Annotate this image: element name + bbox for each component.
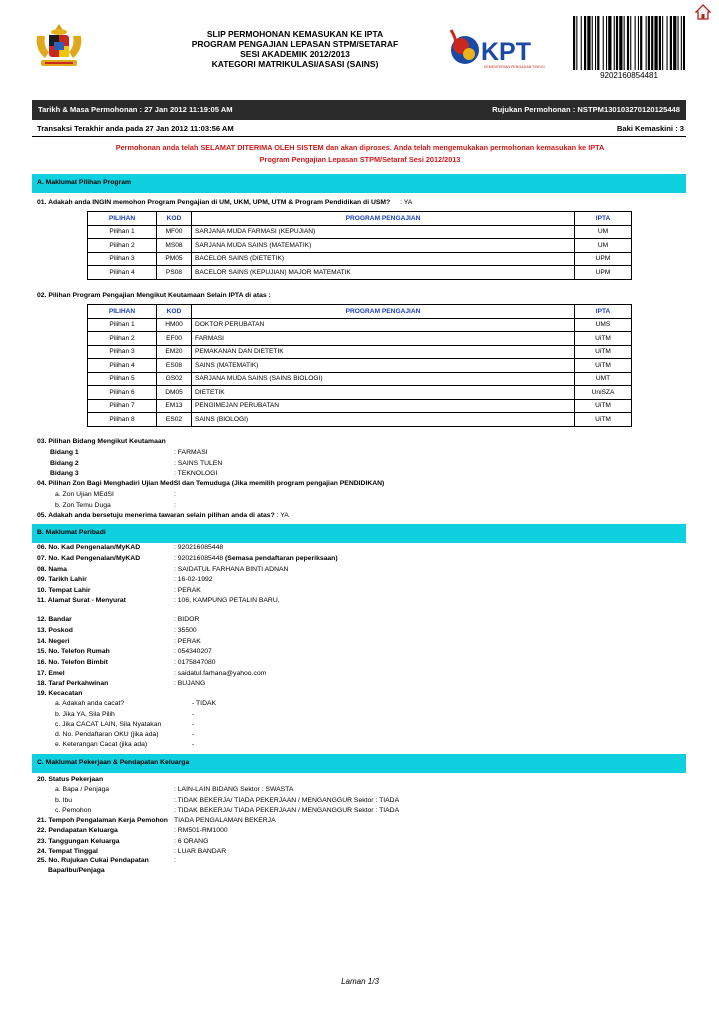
success-notice (60, 142, 660, 165)
section-c-header (32, 754, 686, 773)
zon-label: b. Zon Temu Duga (55, 502, 111, 509)
ipta-cell: UiTM (575, 413, 632, 427)
field-label: 09. Tarikh Lahir (37, 576, 87, 583)
field-label: d. No. Pendaftaran OKU (jika ada) (55, 731, 159, 738)
question-01-answer: : YA (400, 199, 413, 206)
field-value (174, 616, 199, 623)
field-value-text: : 054340207 (174, 648, 212, 655)
barcode-bar (654, 16, 657, 70)
program-cell: BACELOR SAINS (KEPUJIAN) MAJOR MATEMATIK (192, 266, 575, 280)
question-03: 03. Pilihan Bidang Mengikut Keutamaan (37, 438, 166, 445)
col-ipta: IPTA (575, 305, 632, 319)
program-cell: SARJANA MUDA SAINS (SAINS BIOLOGI) (192, 372, 575, 386)
field-value-text: : SAIDATUL FARHANA BINTI ADNAN (174, 566, 289, 573)
program-cell: SARJANA MUDA SAINS (MATEMATIK) (192, 239, 575, 253)
pilihan-cell: Pilihan 2 (88, 332, 157, 346)
ipta-cell: UiTM (575, 332, 632, 346)
field-label: 17. Emel (37, 670, 65, 677)
field-value-note: (Semasa pendaftaran peperiksaan) (223, 555, 338, 562)
barcode-bar (640, 16, 642, 70)
ipta-cell: UM (575, 239, 632, 253)
field-value (174, 817, 276, 824)
field-label: 12. Bandar (37, 616, 72, 623)
col-program: PROGRAM PENGAJIAN (192, 212, 575, 226)
kod-cell: ES08 (157, 359, 192, 373)
kod-cell: EF00 (157, 332, 192, 346)
ipta-cell: UM (575, 225, 632, 239)
kod-cell: PM05 (157, 252, 192, 266)
field-value-text: : saidatul.farhana@yahoo.com (174, 670, 267, 677)
field-value-text: : 6 ORANG (174, 838, 209, 845)
field-value-text: : 920216085448 (174, 544, 224, 551)
field-value (192, 700, 216, 707)
remaining-updates: Baki Kemaskini : 3 (616, 124, 684, 133)
application-datetime: Tarikh & Masa Permohonan : 27 Jan 2012 11:19:05 AM (38, 105, 233, 114)
field-label: 15. No. Telefon Rumah (37, 648, 110, 655)
field-label: c. Pemohon (55, 807, 92, 814)
barcode-bar (651, 16, 653, 70)
pilihan-cell: Pilihan 7 (88, 399, 157, 413)
field-value (174, 786, 293, 793)
barcode-bar (587, 16, 590, 70)
barcode-bar (614, 16, 615, 70)
field-value-text: : PERAK (174, 638, 201, 645)
section-a-header (32, 174, 686, 193)
field-value-text: : RM501-RM1000 (174, 827, 228, 834)
field-label: 16. No. Telefon Bimbit (37, 659, 108, 666)
program-cell: PENGIMEJAN PERUBATAN (192, 399, 575, 413)
program-cell: DIETETIK (192, 386, 575, 400)
ipta-cell: UMS (575, 318, 632, 332)
col-pilihan: PILIHAN (88, 305, 157, 319)
barcode-bar (638, 16, 639, 70)
bidang-label: Bidang 2 (50, 460, 79, 467)
field-label: 21. Tempoh Pengalaman Kerja Pemohon (37, 817, 168, 824)
field-value-text: : BUJANG (174, 680, 206, 687)
field-value (174, 827, 228, 834)
field-label: 24. Tempat Tinggal (37, 848, 98, 855)
barcode-bar (576, 16, 577, 70)
kod-cell: GS02 (157, 372, 192, 386)
table-row (88, 318, 632, 332)
table-row (88, 413, 632, 427)
barcode-bar (662, 16, 663, 70)
kpt-logo-text: KPT (481, 38, 531, 66)
divider (32, 136, 686, 137)
title-line-2: PROGRAM PENGAJIAN LEPASAN STPM/SETARAF (191, 39, 399, 49)
field-value-text: - (192, 721, 195, 728)
field-value (174, 857, 176, 864)
title-line-4: KATEGORI MATRIKULASI/ASASI (SAINS) (211, 59, 379, 69)
field-value (192, 741, 194, 748)
field-value-text: : (174, 857, 176, 864)
section-b-title: B. Maklumat Peribadi (37, 529, 106, 536)
field-label: 22. Pendapatan Keluarga (37, 827, 118, 834)
field-value (174, 587, 201, 594)
program-cell: DOKTOR PERUBATAN (192, 318, 575, 332)
barcode-bar (616, 16, 618, 70)
pilihan-cell: Pilihan 3 (88, 252, 157, 266)
field-value (174, 576, 213, 583)
barcode-bar (630, 16, 631, 70)
kod-cell: EM20 (157, 345, 192, 359)
section-a-title: A. Maklumat Pilihan Program (37, 179, 132, 186)
application-info-bar (32, 100, 686, 120)
application-reference: Rujukan Permohonan : NSTPM130103270120125448 (492, 105, 680, 114)
field-label: 11. Alamat Surat - Menyurat (37, 597, 126, 604)
zon-value: : (174, 502, 176, 509)
pilihan-cell: Pilihan 2 (88, 239, 157, 253)
field-label: b. Ibu (55, 797, 73, 804)
field-value (174, 797, 399, 804)
zon-label: a. Zon Ujian MEdSI (55, 491, 114, 498)
col-program: PROGRAM PENGAJIAN (192, 305, 575, 319)
field-value (174, 638, 201, 645)
barcode-bar (595, 16, 596, 70)
barcode-bar (646, 16, 647, 70)
field-value (174, 680, 205, 687)
col-kod: KOD (157, 305, 192, 319)
pilihan-cell: Pilihan 4 (88, 359, 157, 373)
title-line-1: SLIP PERMOHONAN KEMASUKAN KE IPTA (206, 29, 384, 39)
field-label: 10. Tempat Lahir (37, 587, 91, 594)
barcode-bar (608, 16, 611, 70)
bidang-label: Bidang 1 (50, 449, 79, 456)
kod-cell: MS08 (157, 239, 192, 253)
field-value (192, 721, 194, 728)
home-icon[interactable] (695, 4, 711, 20)
field-value (174, 648, 212, 655)
field-value-text: : 106, KAMPUNG PETALIN BARU, (174, 597, 280, 604)
field-value-text: - TIDAK (192, 700, 217, 707)
section-c-title: C. Maklumat Pekerjaan & Pendapatan Keluarga (37, 759, 190, 766)
field-label: 18. Taraf Perkahwinan (37, 680, 109, 687)
field-value (174, 670, 266, 677)
barcode-bar (683, 16, 685, 70)
bidang-label: Bidang 3 (50, 470, 79, 477)
field-value (174, 838, 208, 845)
field-label: e. Keterangan Cacat (jika ada) (55, 741, 148, 748)
table-header-row (88, 305, 632, 319)
program-cell: SAINS (BIOLOGI) (192, 413, 575, 427)
field-label: 07. No. Kad Pengenalan/MyKAD (37, 555, 141, 562)
barcode-bar (624, 16, 625, 70)
barcode-bar (581, 16, 582, 70)
ipta-cell: UiTM (575, 359, 632, 373)
pilihan-cell: Pilihan 1 (88, 318, 157, 332)
program-cell: BACELOR SAINS (DIETETIK) (192, 252, 575, 266)
field-value-text: - (192, 741, 195, 748)
table-header-row (88, 212, 632, 226)
question-01-text: 01. Adakah anda INGIN memohon Program Pengajian di UM, UKM, UPM, UTM & Program Pendidikan di USM? (37, 199, 391, 206)
field-value-text: - (192, 711, 195, 718)
field-value (174, 627, 197, 634)
field-value-text: : 16-02-1992 (174, 576, 213, 583)
field-value (174, 544, 223, 551)
ipta-cell: UPM (575, 266, 632, 280)
barcode-bar (603, 16, 604, 70)
barcode-bar (678, 16, 679, 70)
table-row (88, 332, 632, 346)
field-label: a. Bapa / Penjaga (55, 786, 110, 793)
pilihan-cell: Pilihan 4 (88, 266, 157, 280)
question-01 (37, 199, 412, 206)
field-label: 08. Nama (37, 566, 67, 573)
kod-cell: DM05 (157, 386, 192, 400)
kpt-logo (447, 26, 562, 72)
transaction-line (37, 124, 684, 133)
section-b-header (32, 524, 686, 543)
barcode-bar (648, 16, 650, 70)
kod-cell: PS08 (157, 266, 192, 280)
field-label: 23. Tanggungan Keluarga (37, 838, 120, 845)
barcode-bar (606, 16, 607, 70)
field-value-text: : 0175847080 (174, 659, 216, 666)
field-value-text: : 920216085448 (174, 555, 224, 562)
kod-cell: ES02 (157, 413, 192, 427)
barcode-bar (597, 16, 599, 70)
slip-title (100, 29, 490, 69)
barcode-bar (627, 16, 629, 70)
field-label: 13. Poskod (37, 627, 73, 634)
field-value-text: TIADA PENGALAMAN BEKERJA (174, 817, 276, 824)
barcode-bar (667, 16, 668, 70)
field-value (192, 711, 194, 718)
bidang-value: : SAINS TULEN (174, 460, 223, 467)
program-table-2 (87, 304, 632, 427)
ipta-cell: UPM (575, 252, 632, 266)
field-value-text: - (192, 731, 195, 738)
field-value-text: : BIDOR (174, 616, 200, 623)
question-25-line-2: Bapa/Ibu/Penjaga (48, 867, 105, 874)
field-value-text: : TIDAK BEKERJA/ TIADA PEKERJAAN / MENGANGGUR Sektor : TIADA (174, 797, 400, 804)
field-value (174, 555, 338, 562)
field-label: 19. Kecacatan (37, 690, 83, 697)
barcode-bar (592, 16, 593, 70)
bidang-value: : TEKNOLOGI (174, 470, 218, 477)
field-value-text: : TIDAK BEKERJA/ TIADA PEKERJAAN / MENGANGGUR Sektor : TIADA (174, 807, 400, 814)
table-row (88, 359, 632, 373)
question-05 (37, 512, 289, 519)
ipta-cell: UiTM (575, 345, 632, 359)
field-label: 25. No. Rujukan Cukai Pendapatan (37, 857, 149, 864)
question-04: 04. Pilihan Zon Bagi Menghadiri Ujian MedSI dan Temuduga (Jika memilih program pengajian PENDIDIKAN) (37, 480, 385, 487)
program-cell: PEMAKANAN DAN DIETETIK (192, 345, 575, 359)
pilihan-cell: Pilihan 5 (88, 372, 157, 386)
barcode (573, 16, 685, 70)
table-row (88, 372, 632, 386)
notice-line-1: Permohonan anda telah SELAMAT DITERIMA OLEH SISTEM dan akan diproses. Anda telah mengemukakan permohonan kemasukan ke IPTA (115, 143, 605, 152)
pilihan-cell: Pilihan 3 (88, 345, 157, 359)
kod-cell: HM00 (157, 318, 192, 332)
ipta-cell: UMT (575, 372, 632, 386)
barcode-bar (635, 16, 636, 70)
barcode-bar (670, 16, 672, 70)
program-cell: SARJANA MUDA FARMASI (KEPUJIAN) (192, 225, 575, 239)
field-value (174, 566, 288, 573)
field-value-text: : 35500 (174, 627, 197, 634)
table-row (88, 386, 632, 400)
table-row (88, 239, 632, 253)
field-label: 14. Negeri (37, 638, 70, 645)
field-value (174, 659, 216, 666)
kpt-logo-sub: KEMENTERIAN PENGAJIAN TINGGI (484, 65, 545, 69)
table-row (88, 399, 632, 413)
notice-line-2: Program Pengajian Lepasan STPM/Setaraf Sesi 2012/2013 (259, 154, 461, 164)
table-row (88, 266, 632, 280)
barcode-bar (673, 16, 676, 70)
barcode-number: 9202160854481 (600, 71, 658, 80)
field-label: c. Jika CACAT LAIN, Sila Nyatakan (55, 721, 162, 728)
col-ipta: IPTA (575, 212, 632, 226)
question-02: 02. Pilihan Program Pengajian Mengikut Keutamaan Selain IPTA di atas : (37, 292, 271, 299)
question-05-text: 05. Adakah anda bersetuju menerima tawaran selain pilihan anda di atas? (37, 512, 275, 519)
barcode-bar (619, 16, 622, 70)
barcode-bar (681, 16, 682, 70)
col-pilihan: PILIHAN (88, 212, 157, 226)
field-value-text: : LAIN-LAIN BIDANG Sektor : SWASTA (174, 786, 294, 793)
ipta-cell: UiTM (575, 399, 632, 413)
table-row (88, 225, 632, 239)
pilihan-cell: Pilihan 6 (88, 386, 157, 400)
program-cell: SAINS (MATEMATIK) (192, 359, 575, 373)
ipta-cell: UniSZA (575, 386, 632, 400)
table-row (88, 252, 632, 266)
field-value (174, 597, 280, 604)
question-20: 20. Status Pekerjaan (37, 776, 104, 783)
barcode-bar (573, 16, 575, 70)
barcode-bar (659, 16, 661, 70)
table-row (88, 345, 632, 359)
field-value (174, 807, 399, 814)
zon-value: : (174, 491, 176, 498)
kod-cell: EM13 (157, 399, 192, 413)
last-transaction: Transaksi Terakhir anda pada 27 Jan 2012 11:03:56 AM (37, 124, 234, 133)
col-kod: KOD (157, 212, 192, 226)
pilihan-cell: Pilihan 8 (88, 413, 157, 427)
field-value (192, 731, 194, 738)
malaysia-crest-logo (33, 22, 85, 72)
title-line-3: SESI AKADEMIK 2012/2013 (240, 49, 350, 59)
program-cell: FARMASI (192, 332, 575, 346)
pilihan-cell: Pilihan 1 (88, 225, 157, 239)
page-number: Laman 1/3 (341, 977, 379, 986)
field-label: 06. No. Kad Pengenalan/MyKAD (37, 544, 141, 551)
question-05-answer: : YA (276, 512, 289, 519)
field-value-text: : PERAK (174, 587, 201, 594)
field-label: a. Adakah anda cacat? (55, 700, 125, 707)
field-value-text: : LUAR BANDAR (174, 848, 227, 855)
barcode-bar (584, 16, 586, 70)
program-table-1 (87, 211, 632, 280)
kod-cell: MF00 (157, 225, 192, 239)
field-value (174, 848, 226, 855)
field-label: b. Jika YA, Sila Pilih (55, 711, 115, 718)
bidang-value: : FARMASI (174, 449, 208, 456)
